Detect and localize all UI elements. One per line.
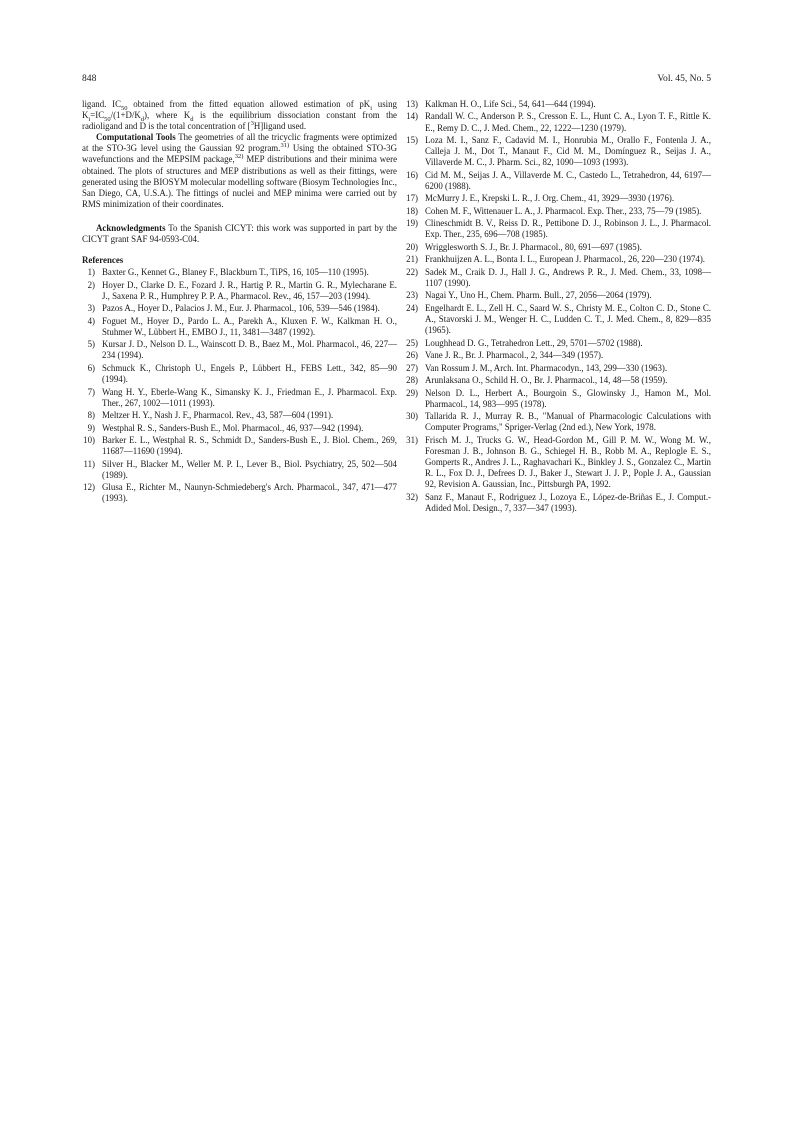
reference-item bbox=[405, 254, 711, 265]
references-title: References bbox=[82, 255, 124, 266]
reference-number: 5) bbox=[87, 339, 95, 350]
reference-text: Kalkman H. O., Life Sci., 54, 641—644 (1994). bbox=[425, 99, 596, 109]
reference-list-left bbox=[82, 267, 397, 504]
reference-text: Loza M. I., Sanz F., Cadavid M. I., Honrubia M., Orallo F., Fontenla J. A., Calleja J. M., Dot T., Manaut F., Cid M. M., Domínguez R., Seijas J. A., Villaverde M. C., J. Pharm. Sci., 82, 1090—1093 (1993). bbox=[425, 135, 711, 168]
reference-text: Pazos A., Hoyer D., Palacios J. M., Eur. J. Pharmacol., 106, 539—546 (1984). bbox=[102, 303, 380, 314]
reference-number: 1) bbox=[87, 267, 95, 278]
reference-item bbox=[405, 242, 711, 253]
reference-text: Meltzer H. Y., Nash J. F., Pharmacol. Rev., 43, 587—604 (1991). bbox=[102, 410, 334, 421]
reference-item bbox=[405, 303, 711, 336]
reference-text: Tallarida R. J., Murray R. B., "Manual of Pharmacologic Calculations with Computer Programs," Spriger-Verlag (2nd ed.), New York, 1978. bbox=[425, 411, 711, 433]
reference-number: 26) bbox=[406, 350, 418, 361]
reference-number: 32) bbox=[406, 491, 418, 502]
reference-number: 18) bbox=[406, 205, 418, 216]
reference-text: Silver H., Blacker M., Weller M. P. I., Lever B., Biol. Psychiatry, 25, 502—504 (1989). bbox=[102, 458, 397, 480]
reference-text: Westphal R. S., Sanders-Bush E., Mol. Pharmacol., 46, 937—942 (1994). bbox=[102, 422, 364, 433]
reference-number: 13) bbox=[406, 99, 418, 109]
reference-item bbox=[405, 290, 711, 301]
intro-paragraph: ligand. $IC_{50}$ obtained from the fitted equation allowed estimation of $pK_i$ using $K_i=IC_{50}/(1+D/K_d)$, where $K_d$ is the equilibrium dissociation constant from the radioligand and D is the total concentration of [$^3$H]ligand used. bbox=[82, 99, 397, 132]
computational-tools-paragraph: Computational Tools The geometries of all the tricyclic fragments were optimized at the STO-3G level using the Gaussian 92 program.$^{31)}$ Using the obtained STO-3G wavefunctions and the MEPSIM package,$^{32)}$ MEP distributions and their minima were obtained. The plots of structures and MEP distributions as well as their fittings, were generated using the BIOSYM molecular modelling software (Biosym Technologies Inc., San Diego, CA, U.S.A.). The fittings of nuclei and MEP minima were carried out by RMS minimization of their coordinates. bbox=[82, 132, 398, 209]
page-number: 848 bbox=[82, 73, 97, 84]
acknowledgments-paragraph: Acknowledgments To the Spanish CICYT: this work was supported in part by the CICYT grant SAF 94-0593-C04. bbox=[82, 222, 397, 245]
reference-text: Vane J. R., Br. J. Pharmacol., 2, 344—349 (1957). bbox=[425, 350, 604, 361]
left-column bbox=[82, 99, 397, 506]
reference-text: Engelhardt E. L., Zell H. C., Saard W. S., Christy M. E., Colton C. D., Stone C. A., Stavorski J. M., Wenger H. C., Ludden C. T., J. Med. Chem., 8, 829—835 (1965). bbox=[425, 302, 711, 336]
reference-number: 3) bbox=[87, 303, 95, 314]
reference-text: Foguet M., Hoyer D., Pardo L. A., Parekh A., Kluxen F. W., Kalkman H. O., Stuhmer W., Lübbert H., EMBO J., 11, 3481—3487 (1992). bbox=[102, 315, 397, 337]
reference-text: Wang H. Y., Eberle-Wang K., Simansky K. J., Friedman E., J. Pharmacol. Exp. Ther., 267, 1002—1011 (1993). bbox=[102, 386, 397, 408]
reference-number: 21) bbox=[406, 254, 418, 265]
reference-number: 31) bbox=[406, 434, 418, 445]
reference-item bbox=[405, 99, 711, 110]
acknowledgments-title: Acknowledgments bbox=[96, 222, 166, 233]
reference-text: Kursar J. D., Nelson D. L., Wainscott D. B., Baez M., Mol. Pharmacol., 46, 227—234 (1994). bbox=[102, 339, 397, 361]
reference-number: 19) bbox=[406, 218, 418, 229]
reference-item bbox=[82, 280, 397, 302]
reference-item bbox=[405, 338, 711, 349]
reference-number: 24) bbox=[406, 302, 418, 313]
reference-item bbox=[405, 492, 711, 514]
reference-text: Barker E. L., Westphal R. S., Schmidt D., Sanders-Bush E., J. Biol. Chem., 269, 11687—11690 (1994). bbox=[102, 435, 397, 457]
reference-number: 27) bbox=[406, 362, 418, 373]
reference-text: Arunlaksana O., Schild H. O., Br. J. Pharmacol., 14, 48—58 (1959). bbox=[425, 375, 668, 386]
reference-text: Nelson D. L., Herbert A., Bourgoin S., Glowinsky J., Hamon M., Mol. Pharmacol., 14, 983—995 (1978). bbox=[425, 387, 711, 409]
reference-text: McMurry J. E., Krepski L. R., J. Org. Chem., 41, 3929—3930 (1976). bbox=[425, 193, 675, 204]
reference-number: 7) bbox=[87, 386, 95, 397]
reference-item bbox=[82, 423, 397, 434]
reference-text: Cid M. M., Seijas J. A., Villaverde M. C., Castedo L., Tetrahedron, 44, 6197—6200 (1988). bbox=[425, 169, 711, 191]
reference-number: 20) bbox=[406, 241, 418, 252]
volume-label: Vol. 45, No. 5 bbox=[657, 73, 711, 84]
reference-item bbox=[82, 363, 397, 385]
reference-item bbox=[405, 218, 711, 240]
reference-item bbox=[82, 482, 397, 504]
reference-number: 16) bbox=[406, 169, 418, 180]
reference-number: 8) bbox=[87, 410, 95, 421]
reference-number: 10) bbox=[83, 435, 95, 446]
reference-item bbox=[82, 339, 397, 361]
reference-number: 4) bbox=[87, 315, 95, 326]
reference-item bbox=[405, 375, 711, 386]
reference-item bbox=[405, 170, 711, 192]
running-head bbox=[82, 72, 711, 86]
reference-number: 6) bbox=[87, 362, 95, 373]
reference-number: 14) bbox=[406, 111, 418, 122]
reference-number: 17) bbox=[406, 193, 418, 204]
reference-text: Nagai Y., Uno H., Chem. Pharm. Bull., 27, 2056—2064 (1979). bbox=[425, 290, 652, 301]
reference-text: Baxter G., Kennet G., Blaney F., Blackburn T., TiPS, 16, 105—110 (1995). bbox=[102, 267, 369, 278]
reference-text: Frankhuijzen A. L., Bonta I. L., European J. Pharmacol., 26, 220—230 (1974). bbox=[425, 254, 706, 265]
reference-number: 25) bbox=[406, 337, 418, 348]
reference-item bbox=[82, 410, 397, 421]
reference-text: Schmuck K., Christoph U., Engels P., Lübbert H., FEBS Lett., 342, 85—90 (1994). bbox=[102, 362, 397, 385]
right-column bbox=[405, 99, 711, 515]
reference-item bbox=[405, 267, 711, 289]
reference-item bbox=[82, 303, 397, 314]
reference-item bbox=[82, 387, 397, 409]
reference-number: 12) bbox=[83, 482, 95, 493]
reference-item bbox=[405, 193, 711, 204]
reference-number: 30) bbox=[406, 411, 418, 422]
reference-item bbox=[82, 435, 397, 457]
reference-text: Van Rossum J. M., Arch. Int. Pharmacodyn., 143, 299—330 (1963). bbox=[425, 362, 668, 373]
computational-tools-title: Computational Tools bbox=[96, 132, 176, 143]
reference-item bbox=[405, 350, 711, 361]
reference-number: 15) bbox=[406, 135, 418, 146]
reference-number: 28) bbox=[406, 375, 418, 386]
reference-text: Glusa E., Richter M., Naunyn-Schmiedeberg's Arch. Pharmacol., 347, 471—477 (1993). bbox=[102, 482, 397, 504]
reference-item bbox=[405, 206, 711, 217]
reference-list-right bbox=[405, 99, 711, 514]
reference-item bbox=[405, 111, 711, 133]
reference-item bbox=[405, 411, 711, 433]
reference-item bbox=[405, 135, 711, 168]
reference-number: 29) bbox=[406, 387, 418, 398]
reference-text: Clineschmidt B. V., Reiss D. R., Pettibone D. J., Robinson J. L., J. Pharmacol. Exp. Ther., 235, 696—708 (1985). bbox=[425, 218, 711, 240]
reference-item bbox=[82, 316, 397, 338]
reference-item bbox=[405, 435, 711, 490]
reference-number: 11) bbox=[83, 458, 95, 469]
reference-item bbox=[405, 363, 711, 374]
reference-text: Sanz F., Manaut F., Rodriguez J., Lozoya E., López-de-Briñas E., J. Comput.-Adided Mol. Design., 7, 337—347 (1993). bbox=[425, 491, 711, 513]
reference-number: 23) bbox=[406, 290, 418, 301]
reference-text: Sadek M., Craik D. J., Hall J. G., Andrews P. R., J. Med. Chem., 33, 1098—1107 (1990). bbox=[425, 266, 711, 288]
reference-text: Wrigglesworth S. J., Br. J. Pharmacol., 80, 691—697 (1985). bbox=[425, 241, 642, 252]
reference-text: Loughhead D. G., Tetrahedron Lett., 29, 5701—5702 (1988). bbox=[425, 337, 643, 348]
reference-text: Frisch M. J., Trucks G. W., Head-Gordon M., Gill P. M. W., Wong M. W., Foresman J. B., Johnson B. G., Schiegel H. B., Robb M. A., Replogle E. S., Gomperts R., Andres J. L., Raghavachari K., Binkley J. S., Gonzalez C., Martin R. L., Fox D. J., Defrees D. J., Baker J., Stewart J. J. P., Pople J. A., Gaussian 92, Revision A. Gaussian, Inc., Pittsburgh PA, 1992. bbox=[425, 434, 711, 490]
reference-item bbox=[82, 267, 397, 278]
reference-number: 22) bbox=[406, 266, 418, 277]
reference-number: 2) bbox=[87, 279, 95, 290]
reference-item bbox=[405, 388, 711, 410]
reference-text: Randall W. C., Anderson P. S., Cresson E. L., Hunt C. A., Lyon T. F., Rittle K. E., Remy D. C., J. Med. Chem., 22, 1222—1230 (1979). bbox=[425, 111, 711, 133]
reference-text: Hoyer D., Clarke D. E., Fozard J. R., Hartig P. R., Martin G. R., Mylecharane E. J., Saxena P. R., Humphrey P. P. A., Pharmacol. Rev., 46, 157—203 (1994). bbox=[102, 279, 397, 301]
reference-item bbox=[82, 459, 397, 481]
reference-number: 9) bbox=[87, 422, 95, 433]
reference-text: Cohen M. F., Wittenauer L. A., J. Pharmacol. Exp. Ther., 233, 75—79 (1985). bbox=[425, 205, 702, 216]
